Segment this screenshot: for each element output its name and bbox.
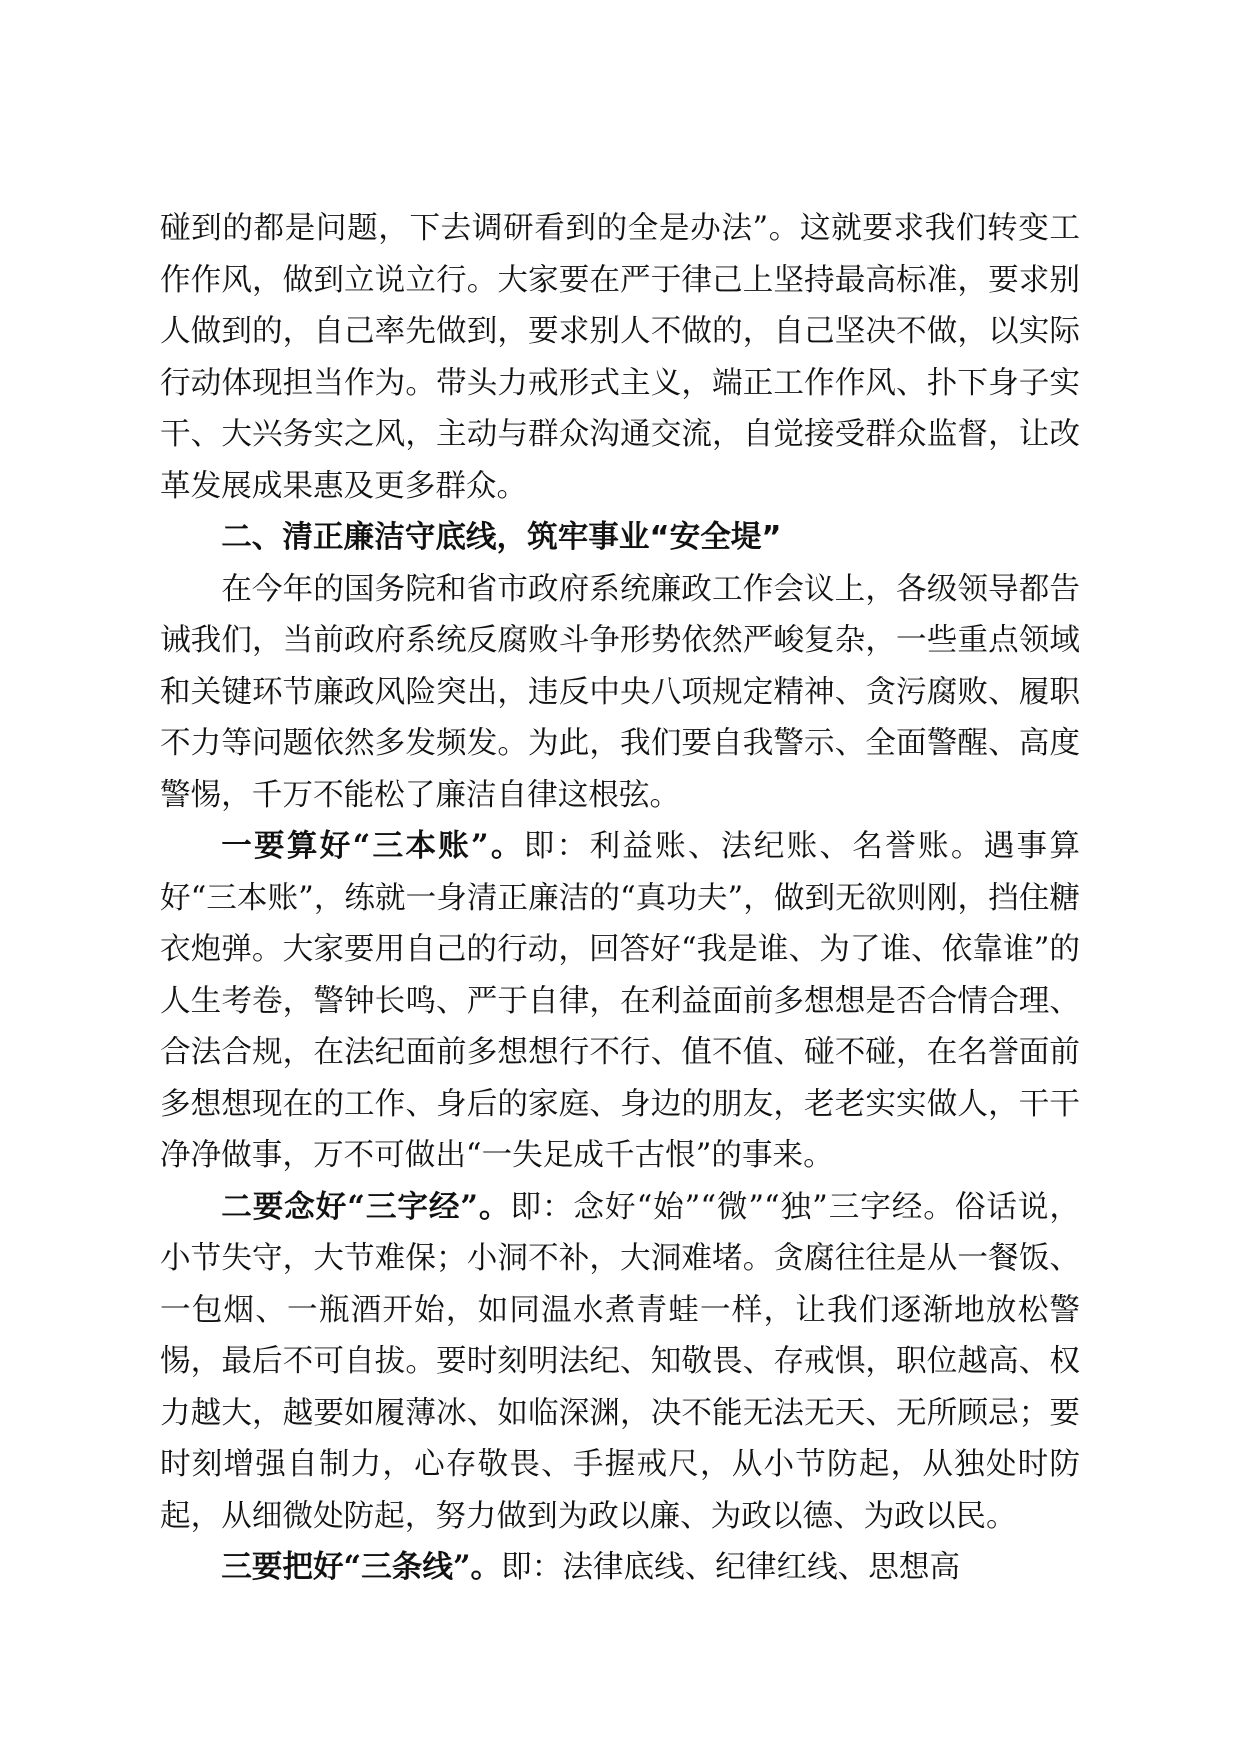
- list-item-accounts: [160, 821, 1080, 1182]
- list-item-text: 即：法律底线、纪律红线、思想高: [501, 1550, 961, 1585]
- list-item-three-characters: [160, 1182, 1080, 1543]
- section-heading: 二、清正廉洁守底线，筑牢事业“安全堤”: [221, 520, 782, 555]
- list-item-text: 即：利益账、法纪账、名誉账。遇事算好“三本账”，练就一身清正廉洁的“真功夫”，做到无欲则刚，挡住糖衣炮弹。大家要用自己的行动，回答好“我是谁、为了谁、依靠谁”的人生考卷，警钟长鸣、严于自律，在利益面前多想想是否合情合理、合法合规，在法纪面前多想想行不行、值不值、碰不碰，在名誉面前多想想现在的工作、身后的家庭、身边的朋友，老老实实做人，干干净净做事，万不可做出“一失足成千古恨”的事来。: [160, 829, 1080, 1173]
- list-item-lead: 二要念好“三字经”。: [221, 1188, 511, 1225]
- document-page: [160, 203, 1080, 1594]
- paragraph-continued: 碰到的都是问题，下去调研看到的全是办法”。这就要求我们转变工作作风，做到立说立行。大家要在严于律己上坚持最高标准，要求别人做到的，自己率先做到，要求别人不做的，自己坚决不做，以实际行动体现担当作为。带头力戒形式主义，端正工作作风、扑下身子实干、大兴务实之风，主动与群众沟通交流，自觉接受群众监督，让改革发展成果惠及更多群众。: [160, 211, 1080, 504]
- paragraph-intro: 在今年的国务院和省市政府系统廉政工作会议上，各级领导都告诫我们，当前政府系统反腐败斗争形势依然严峻复杂，一些重点领域和关键环节廉政风险突出，违反中央八项规定精神、贪污腐败、履职不力等问题依然多发频发。为此，我们要自我警示、全面警醒、高度警惕，千万不能松了廉洁自律这根弦。: [160, 571, 1080, 813]
- list-item-lead: 一要算好“三本账”。: [221, 828, 524, 864]
- list-item-text: 即：念好“始”“微”“独”三字经。俗话说，小节失守，大节难保；小洞不补，大洞难堵。贪腐往往是从一餐饭、一包烟、一瓶酒开始，如同温水煮青蛙一样，让我们逐渐地放松警惕，最后不可自拔。要时刻明法纪、知敬畏、存戒惧，职位越高、权力越大，越要如履薄冰、如临深渊，决不能无法无天、无所顾忌；要时刻增强自制力，心存敬畏、手握戒尺，从小节防起，从独处时防起，从细微处防起，努力做到为政以廉、为政以德、为政以民。: [160, 1189, 1081, 1534]
- list-item-three-lines: [160, 1542, 1080, 1594]
- list-item-lead: 三要把好“三条线”。: [221, 1549, 502, 1585]
